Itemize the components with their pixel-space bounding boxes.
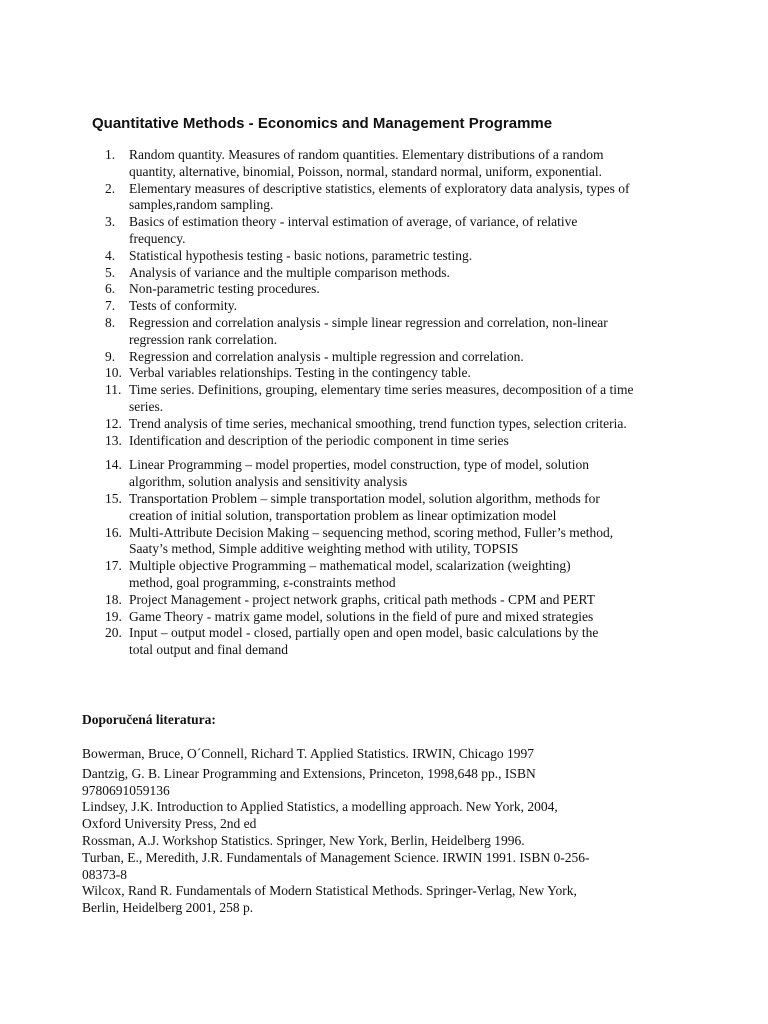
reference-text-line: Lindsey, J.K. Introduction to Applied Statistics, a modelling approach. New York, 2004, bbox=[82, 799, 558, 815]
topic-number: 19. bbox=[105, 608, 122, 624]
topic-item bbox=[105, 181, 715, 215]
topic-text-line: Statistical hypothesis testing - basic notions, parametric testing. bbox=[129, 247, 473, 263]
topic-number: 14. bbox=[105, 457, 122, 473]
topic-number: 10. bbox=[105, 365, 122, 381]
topic-text-line: regression rank correlation. bbox=[129, 331, 278, 347]
document-title: Quantitative Methods - Economics and Management Programme bbox=[92, 115, 553, 132]
reference-text-line: Rossman, A.J. Workshop Statistics. Springer, New York, Berlin, Heidelberg 1996. bbox=[82, 832, 525, 848]
reference-item bbox=[82, 766, 702, 800]
topic-item bbox=[105, 248, 715, 265]
topic-text-line: Tests of conformity. bbox=[129, 298, 238, 314]
reference-text-line: 9780691059136 bbox=[82, 782, 170, 798]
topic-text-line: total output and final demand bbox=[129, 642, 288, 658]
topic-number: 20. bbox=[105, 625, 122, 641]
topic-text-line: Elementary measures of descriptive statistics, elements of exploratory data analysis, types of bbox=[129, 180, 630, 196]
topic-text-line: Regression and correlation analysis - simple linear regression and correlation, non-linear bbox=[129, 314, 608, 330]
topic-text-line: Project Management - project network graphs, critical path methods - CPM and PERT bbox=[129, 591, 595, 607]
topic-text-line: Identification and description of the periodic component in time series bbox=[129, 432, 509, 448]
topic-text-line: algorithm, solution analysis and sensitivity analysis bbox=[129, 474, 408, 490]
topic-item bbox=[105, 349, 715, 366]
topic-text-line: Random quantity. Measures of random quantities. Elementary distributions of a random bbox=[129, 147, 604, 162]
topic-text-line: Verbal variables relationships. Testing in the contingency table. bbox=[129, 365, 471, 381]
topic-text-line: Trend analysis of time series, mechanical smoothing, trend function types, selection criteria. bbox=[129, 415, 627, 431]
topic-number: 13. bbox=[105, 432, 122, 448]
topic-number: 7. bbox=[105, 298, 116, 314]
topic-number: 9. bbox=[105, 348, 116, 364]
topic-number: 18. bbox=[105, 591, 122, 607]
topic-item bbox=[105, 214, 715, 248]
topic-number: 17. bbox=[105, 558, 122, 574]
topic-number: 15. bbox=[105, 490, 122, 506]
topic-text-line: quantity, alternative, binomial, Poisson, normal, standard normal, uniform, exponential. bbox=[129, 163, 603, 179]
topic-text-line: Transportation Problem – simple transportation model, solution algorithm, methods for bbox=[129, 490, 600, 506]
reference-item bbox=[82, 883, 702, 917]
topic-item bbox=[105, 416, 715, 433]
topic-text-line: Non-parametric testing procedures. bbox=[129, 281, 320, 297]
reference-item bbox=[82, 746, 702, 763]
reference-text-line: 08373-8 bbox=[82, 866, 127, 882]
reference-list bbox=[82, 746, 702, 917]
topic-number: 1. bbox=[105, 147, 116, 162]
topic-text-line: series. bbox=[129, 398, 164, 414]
topic-item bbox=[105, 147, 715, 181]
topic-item bbox=[105, 558, 715, 592]
topic-item bbox=[105, 491, 715, 525]
topic-text-line: Basics of estimation theory - interval estimation of average, of variance, of relative bbox=[129, 214, 578, 230]
literature-heading: Doporučená literatura: bbox=[82, 712, 216, 727]
reference-text-line: Oxford University Press, 2nd ed bbox=[82, 816, 257, 832]
topic-item bbox=[105, 281, 715, 298]
topic-text-line: Time series. Definitions, grouping, elementary time series measures, decomposition of a time bbox=[129, 382, 634, 398]
topic-item bbox=[105, 365, 715, 382]
topic-number: 6. bbox=[105, 281, 116, 297]
topic-text-line: frequency. bbox=[129, 230, 186, 246]
topic-number: 5. bbox=[105, 264, 116, 280]
topic-text-line: Multi-Attribute Decision Making – sequencing method, scoring method, Fuller’s method, bbox=[129, 524, 614, 540]
topic-text-line: samples,random sampling. bbox=[129, 197, 274, 213]
reference-text-line: Bowerman, Bruce, O´Connell, Richard T. Applied Statistics. IRWIN, Chicago 1997 bbox=[82, 746, 535, 761]
topic-item bbox=[105, 265, 715, 282]
topic-item bbox=[105, 609, 715, 626]
topic-text-line: Linear Programming – model properties, model construction, type of model, solution bbox=[129, 457, 590, 473]
topic-text-line: Multiple objective Programming – mathematical model, scalarization (weighting) bbox=[129, 558, 571, 574]
topic-number: 4. bbox=[105, 247, 116, 263]
reference-item bbox=[82, 850, 702, 884]
topic-item bbox=[105, 525, 715, 559]
topic-text-line: Game Theory - matrix game model, solutions in the field of pure and mixed strategies bbox=[129, 608, 594, 624]
topic-text-line: Saaty’s method, Simple additive weighting method with utility, TOPSIS bbox=[129, 541, 519, 557]
topic-item bbox=[105, 315, 715, 349]
topic-text-line: Input – output model - closed, partially open and open model, basic calculations by the bbox=[129, 625, 599, 641]
reference-text-line: Turban, E., Meredith, J.R. Fundamentals of Management Science. IRWIN 1991. ISBN 0-256- bbox=[82, 849, 590, 865]
topic-number: 8. bbox=[105, 314, 116, 330]
reference-item bbox=[82, 799, 702, 833]
reference-item bbox=[82, 833, 702, 850]
reference-text-line: Dantzig, G. B. Linear Programming and Extensions, Princeton, 1998,648 pp., ISBN bbox=[82, 765, 536, 781]
topic-text-line: Regression and correlation analysis - multiple regression and correlation. bbox=[129, 348, 524, 364]
topic-item bbox=[105, 625, 715, 659]
topic-item bbox=[105, 298, 715, 315]
topic-number: 11. bbox=[105, 382, 122, 398]
topic-item bbox=[105, 433, 715, 450]
topic-item bbox=[105, 382, 715, 416]
topic-number: 16. bbox=[105, 524, 122, 540]
topic-text-line: Analysis of variance and the multiple comparison methods. bbox=[129, 264, 450, 280]
topic-number: 12. bbox=[105, 415, 122, 431]
topic-number: 2. bbox=[105, 180, 116, 196]
topic-text-line: creation of initial solution, transportation problem as linear optimization model bbox=[129, 507, 557, 523]
topic-number: 3. bbox=[105, 214, 116, 230]
topic-item bbox=[105, 457, 715, 491]
topic-item bbox=[105, 592, 715, 609]
topic-text-line: method, goal programming, ε-constraints method bbox=[129, 574, 396, 590]
reference-text-line: Berlin, Heidelberg 2001, 258 p. bbox=[82, 900, 254, 916]
reference-text-line: Wilcox, Rand R. Fundamentals of Modern Statistical Methods. Springer-Verlag, New York, bbox=[82, 883, 577, 899]
topic-list bbox=[105, 147, 715, 659]
